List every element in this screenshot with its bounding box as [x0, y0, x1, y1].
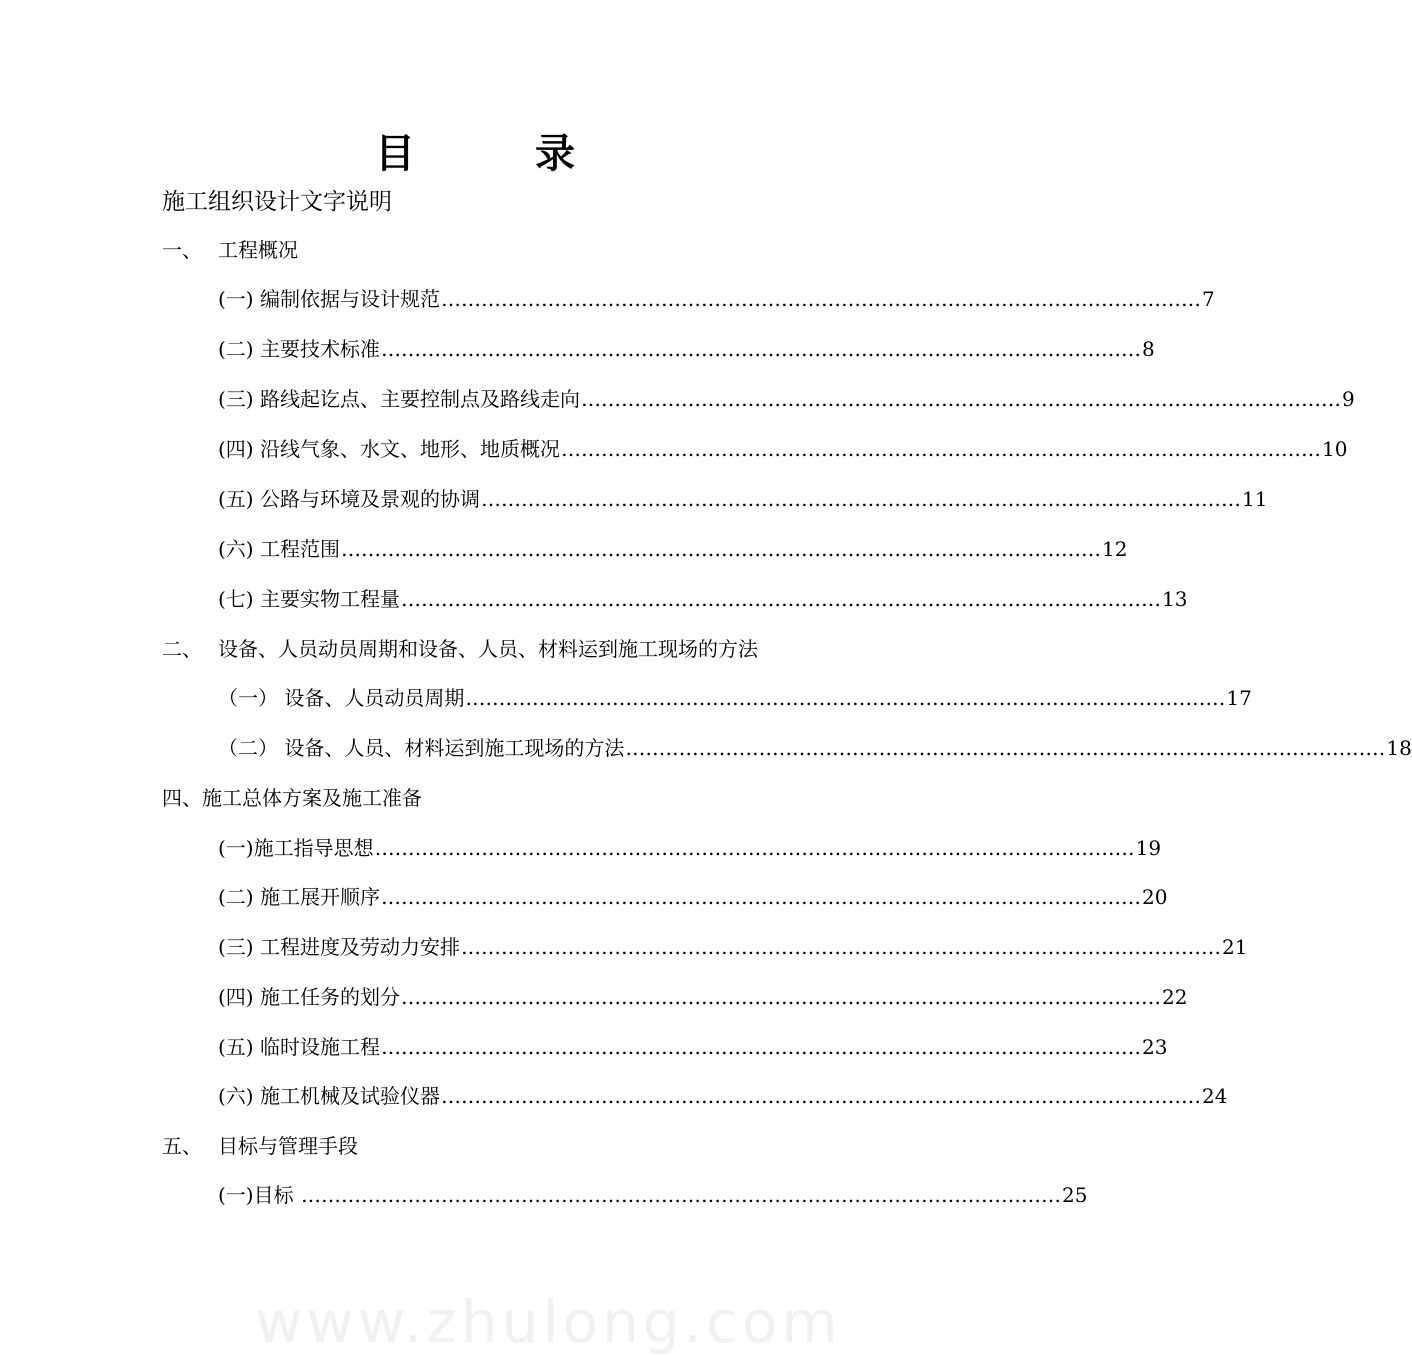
toc-page-number: 12: [1101, 537, 1128, 561]
toc-entry-text: (五) 临时设施工程: [218, 1035, 380, 1059]
toc-entry[interactable]: [218, 882, 1168, 912]
toc-entry-text: (一) 编制依据与设计规范: [218, 287, 440, 311]
leader-dots: ……………………………………………………………………………………………………: [380, 337, 1141, 361]
section-label: 目标与管理手段: [218, 1134, 358, 1158]
leader-dots: ……………………………………………………………………………………………………: [340, 537, 1101, 561]
leader-dots: ……………………………………………………………………………………………………: [400, 985, 1161, 1009]
toc-entry-text: (一)目标: [218, 1183, 300, 1207]
toc-page-number: 22: [1161, 985, 1188, 1009]
section-number: 五、: [162, 1134, 202, 1158]
title-char-1: 目: [375, 131, 415, 177]
toc-entry-text: (二) 施工展开顺序: [218, 885, 380, 909]
toc-page-number: 7: [1201, 287, 1215, 311]
section-label: 四、施工总体方案及施工准备: [162, 786, 422, 810]
toc-section-2: [162, 634, 758, 664]
toc-page-number: 17: [1226, 686, 1252, 710]
toc-section-1: [162, 235, 298, 265]
toc-entry-text: (五) 公路与环境及景观的协调: [218, 487, 480, 511]
leader-dots: ……………………………………………………………………………………………………: [400, 587, 1161, 611]
toc-entry[interactable]: [218, 1032, 1168, 1062]
toc-page-number: 8: [1141, 337, 1155, 361]
toc-entry-text: (三) 路线起讫点、主要控制点及路线走向: [218, 387, 580, 411]
toc-entry-text: (一)施工指导思想: [218, 836, 374, 860]
toc-page-number: 10: [1321, 437, 1348, 461]
toc-entry[interactable]: [218, 434, 1348, 464]
toc-entry-text: (六) 施工机械及试验仪器: [218, 1084, 440, 1108]
leader-dots: ……………………………………………………………………………………………………: [460, 935, 1221, 959]
toc-entry[interactable]: [218, 284, 1215, 314]
toc-entry[interactable]: [218, 384, 1355, 414]
leader-dots: ……………………………………………………………………………………………………: [380, 885, 1141, 909]
leader-dots: ……………………………………………………………………………………………………: [465, 686, 1226, 710]
leader-dots: ……………………………………………………………………………………………………: [580, 387, 1341, 411]
toc-entry[interactable]: [218, 932, 1248, 962]
toc-entry[interactable]: [218, 484, 1268, 514]
title-char-2: 录: [535, 131, 575, 177]
leader-dots: ……………………………………………………………………………………………………: [480, 487, 1241, 511]
section-label: 设备、人员动员周期和设备、人员、材料运到施工现场的方法: [218, 637, 758, 661]
toc-page-number: 21: [1221, 935, 1248, 959]
toc-entry[interactable]: [218, 1081, 1228, 1111]
leader-dots: ……………………………………………………………………………………………………: [374, 836, 1135, 860]
toc-page-number: 23: [1141, 1035, 1168, 1059]
toc-page-number: 19: [1135, 836, 1162, 860]
toc-entry-text: （二） 设备、人员、材料运到施工现场的方法: [218, 736, 625, 760]
leader-dots: ……………………………………………………………………………………………………: [440, 1084, 1201, 1108]
toc-entry-text: (四) 施工任务的划分: [218, 985, 400, 1009]
leader-dots: ……………………………………………………………………………………………………: [560, 437, 1321, 461]
section-number: 二、: [162, 637, 202, 661]
toc-entry-text: (二) 主要技术标准: [218, 337, 380, 361]
leader-dots: ……………………………………………………………………………………………………: [380, 1035, 1141, 1059]
leader-dots: ……………………………………………………………………………………………………: [625, 736, 1386, 760]
leader-dots: ……………………………………………………………………………………………………: [300, 1183, 1061, 1207]
toc-entry-text: （一） 设备、人员动员周期: [218, 686, 465, 710]
toc-page-number: 20: [1141, 885, 1168, 909]
toc-entry-text: (三) 工程进度及劳动力安排: [218, 935, 460, 959]
toc-page-number: 11: [1241, 487, 1268, 511]
toc-entry-text: (四) 沿线气象、水文、地形、地质概况: [218, 437, 560, 461]
toc-page-number: 9: [1341, 387, 1355, 411]
toc-entry[interactable]: [218, 982, 1188, 1012]
toc-entry-text: (七) 主要实物工程量: [218, 587, 400, 611]
toc-entry[interactable]: [218, 584, 1188, 614]
toc-entry[interactable]: [218, 534, 1128, 564]
toc-entry[interactable]: [218, 334, 1155, 364]
toc-page-number: 24: [1201, 1084, 1228, 1108]
toc-entry[interactable]: [218, 1180, 1088, 1210]
toc-page-number: 13: [1161, 587, 1188, 611]
watermark: www.zhulong.com: [255, 1288, 842, 1356]
document-subtitle: 施工组织设计文字说明: [162, 189, 392, 215]
toc-page-number: 25: [1061, 1183, 1088, 1207]
section-number: 一、: [162, 238, 202, 262]
toc-entry[interactable]: [218, 833, 1162, 863]
toc-entry[interactable]: [218, 733, 1412, 763]
toc-entry[interactable]: [218, 683, 1252, 713]
toc-page-number: 18: [1386, 736, 1412, 760]
toc-section-4: [162, 783, 422, 813]
toc-entry-text: (六) 工程范围: [218, 537, 340, 561]
leader-dots: ……………………………………………………………………………………………………: [440, 287, 1201, 311]
section-label: 工程概况: [218, 238, 298, 262]
toc-section-5: [162, 1131, 358, 1161]
